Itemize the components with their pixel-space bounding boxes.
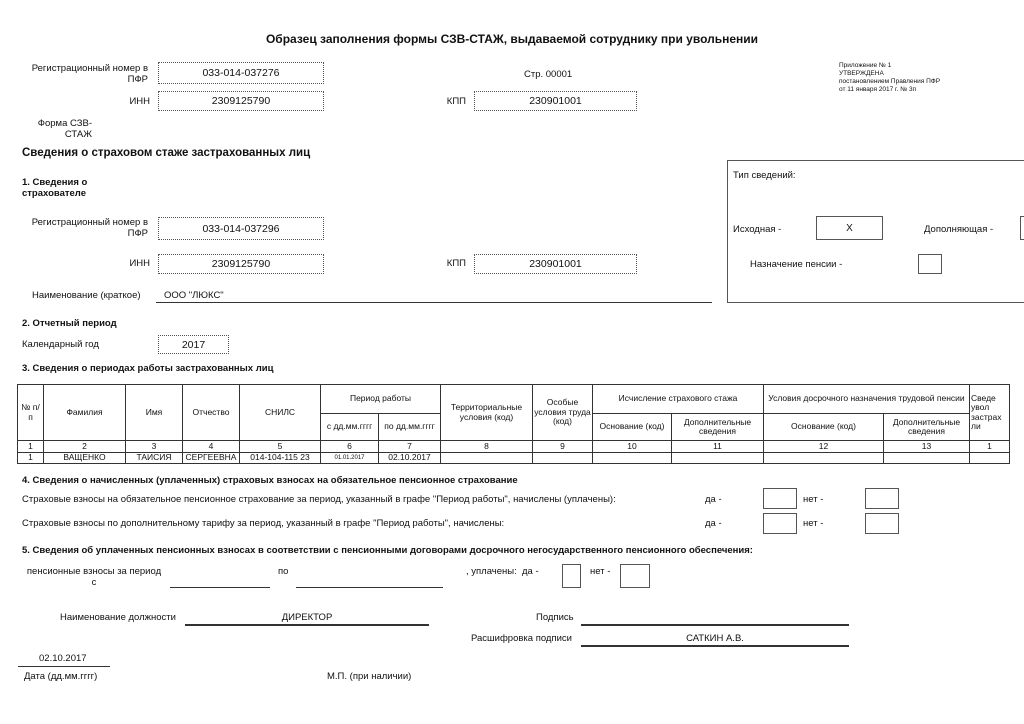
pension-checkbox[interactable] — [918, 254, 942, 274]
section4-no1-label: нет - — [803, 494, 824, 505]
section4-line1: Страховые взносы на обязательное пенсионное страхование за период, указанный в графе "Период работы", начислены (уплачены): — [22, 494, 616, 505]
section5-yes-label: да - — [522, 566, 539, 577]
col-header-from: с дд.мм.гггг — [321, 414, 379, 441]
col-header-early-basis: Основание (код) — [764, 414, 884, 441]
pension-label: Назначение пенсии - — [750, 259, 843, 270]
col-header-period: Период работы — [321, 385, 441, 414]
supplementary-checkbox[interactable] — [1020, 216, 1024, 240]
decoding-line — [581, 645, 849, 647]
row-empty — [672, 453, 764, 464]
col-number: 9 — [533, 441, 593, 453]
col-header-additional: Дополнительные сведения — [672, 414, 764, 441]
header-inn-value: 2309125790 — [158, 91, 324, 111]
col-number: 1 — [970, 441, 1010, 453]
col-header-seniority: Исчисление страхового стажа — [593, 385, 764, 414]
appendix-line: от 11 января 2017 г. № 3п — [839, 86, 917, 93]
row-to: 02.10.2017 — [379, 453, 441, 464]
row-empty — [884, 453, 970, 464]
period-to-line — [296, 587, 443, 588]
row-num: 1 — [18, 453, 44, 464]
supplementary-label: Дополняющая - — [924, 224, 994, 235]
insurer-kpp-value: 230901001 — [474, 254, 637, 274]
section4-yes1-label: да - — [705, 494, 722, 505]
work-periods-table — [17, 384, 1010, 464]
page-title: Образец заполнения формы СЗВ-СТАЖ, выдаваемой сотруднику при увольнении — [265, 32, 759, 46]
section5-yes-checkbox[interactable] — [562, 564, 581, 588]
appendix-line: постановлением Правления ПФР — [839, 78, 941, 85]
section-title: Сведения о страховом стаже застрахованных лиц — [22, 147, 311, 159]
section4-yes2-checkbox[interactable] — [763, 513, 797, 534]
insurer-kpp-label: КПП — [446, 258, 466, 269]
info-type-label: Тип сведений: — [733, 170, 796, 181]
section4-line2: Страховые взносы по дополнительному тарифу за период, указанный в графе "Период работы", начислены: — [22, 518, 505, 529]
decoding-label: Расшифровка подписи — [471, 633, 572, 644]
initial-label: Исходная - — [733, 224, 782, 235]
appendix-line: УТВЕРЖДЕНА — [839, 70, 884, 77]
decoding-value: САТКИН А.В. — [686, 633, 744, 644]
initial-checkbox[interactable]: X — [816, 216, 883, 240]
position-label: Наименование должности — [60, 612, 176, 623]
col-number: 5 — [240, 441, 321, 453]
page-number: Стр. 00001 — [524, 69, 573, 80]
section4-no1-checkbox[interactable] — [865, 488, 899, 509]
insurer-name-value: ООО "ЛЮКС" — [164, 290, 224, 301]
col-number: 8 — [441, 441, 533, 453]
row-empty — [764, 453, 884, 464]
row-empty — [533, 453, 593, 464]
col-number: 7 — [379, 441, 441, 453]
form-label: Форма СЗВ-СТАЖ — [37, 118, 92, 140]
section5-no-label: нет - — [590, 566, 611, 577]
col-header-territorial: Территориальные условия (код) — [441, 385, 533, 441]
col-header-surname: Фамилия — [44, 385, 126, 441]
date-line — [18, 666, 110, 667]
col-number: 6 — [321, 441, 379, 453]
col-number: 10 — [593, 441, 672, 453]
section4-yes2-label: да - — [705, 518, 722, 529]
appendix-line: Приложение № 1 — [839, 62, 892, 69]
section4-heading: 4. Сведения о начисленных (уплаченных) страховых взносах на обязательное пенсионное страхование — [22, 475, 518, 486]
pension-period-label: пенсионные взносы за период с — [26, 566, 162, 588]
section5-no-checkbox[interactable] — [620, 564, 650, 588]
row-snils: 014-104-115 23 — [240, 453, 321, 464]
col-header-num: № п/п — [18, 385, 44, 441]
section4-yes1-checkbox[interactable] — [763, 488, 797, 509]
year-label: Календарный год — [22, 339, 99, 350]
col-header-special: Особые условия труда (код) — [533, 385, 593, 441]
insurer-inn-label: ИНН — [129, 258, 150, 269]
appendix-note — [839, 62, 940, 94]
table-row — [18, 453, 1010, 464]
header-kpp-value: 230901001 — [474, 91, 637, 111]
col-number: 1 — [18, 441, 44, 453]
insurer-name-label: Наименование (краткое) — [32, 290, 141, 301]
row-empty — [441, 453, 533, 464]
col-header-name: Имя — [126, 385, 183, 441]
date-value: 02.10.2017 — [39, 653, 87, 664]
section5-heading: 5. Сведения об уплаченных пенсионных взносах в соответствии с пенсионными договорами досрочного негосударственного пенсионного обеспечения: — [22, 545, 753, 556]
col-header-to: по дд.мм.гггг — [379, 414, 441, 441]
section4-no2-label: нет - — [803, 518, 824, 529]
col-number: 3 — [126, 441, 183, 453]
row-patronymic: СЕРГЕЕВНА — [183, 453, 240, 464]
year-value: 2017 — [158, 335, 229, 354]
insurer-reg-label: Регистрационный номер в ПФР — [31, 217, 148, 239]
insurer-reg-value: 033-014-037296 — [158, 217, 324, 240]
col-number: 13 — [884, 441, 970, 453]
col-number: 4 — [183, 441, 240, 453]
col-header-patronymic: Отчество — [183, 385, 240, 441]
row-name: ТАИСИЯ — [126, 453, 183, 464]
row-surname: ВАЩЕНКО — [44, 453, 126, 464]
insurer-name-line — [156, 302, 712, 303]
period-from-line — [170, 587, 270, 588]
section1-heading: 1. Сведения о страхователе — [22, 177, 88, 199]
row-empty — [593, 453, 672, 464]
row-empty — [970, 453, 1010, 464]
section4-no2-checkbox[interactable] — [865, 513, 899, 534]
insurer-inn-value: 2309125790 — [158, 254, 324, 274]
col-header-snils: СНИЛС — [240, 385, 321, 441]
header-kpp-label: КПП — [446, 96, 466, 107]
header-inn-label: ИНН — [129, 96, 150, 107]
col-header-extra: Сведе увол застрах ли — [970, 385, 1010, 441]
col-header-early-additional: Дополнительные сведения — [884, 414, 970, 441]
col-number: 11 — [672, 441, 764, 453]
col-header-basis: Основание (код) — [593, 414, 672, 441]
col-number: 2 — [44, 441, 126, 453]
position-value: ДИРЕКТОР — [281, 612, 333, 623]
row-from: 01.01.2017 — [321, 453, 379, 464]
col-header-early: Условия досрочного назначения трудовой пенсии — [764, 385, 970, 414]
section2-heading: 2. Отчетный период — [22, 318, 117, 329]
header-reg-value: 033-014-037276 — [158, 62, 324, 84]
period-to-label: по — [278, 566, 289, 577]
stamp-label: М.П. (при наличии) — [327, 671, 412, 682]
signature-label: Подпись — [536, 612, 574, 623]
position-line — [185, 624, 429, 626]
date-label: Дата (дд.мм.гггг) — [24, 671, 98, 682]
signature-line — [581, 624, 849, 626]
paid-label: , уплачены: — [466, 566, 517, 577]
section3-heading: 3. Сведения о периодах работы застрахованных лиц — [22, 363, 274, 374]
header-reg-label: Регистрационный номер в ПФР — [31, 63, 148, 85]
col-number: 12 — [764, 441, 884, 453]
